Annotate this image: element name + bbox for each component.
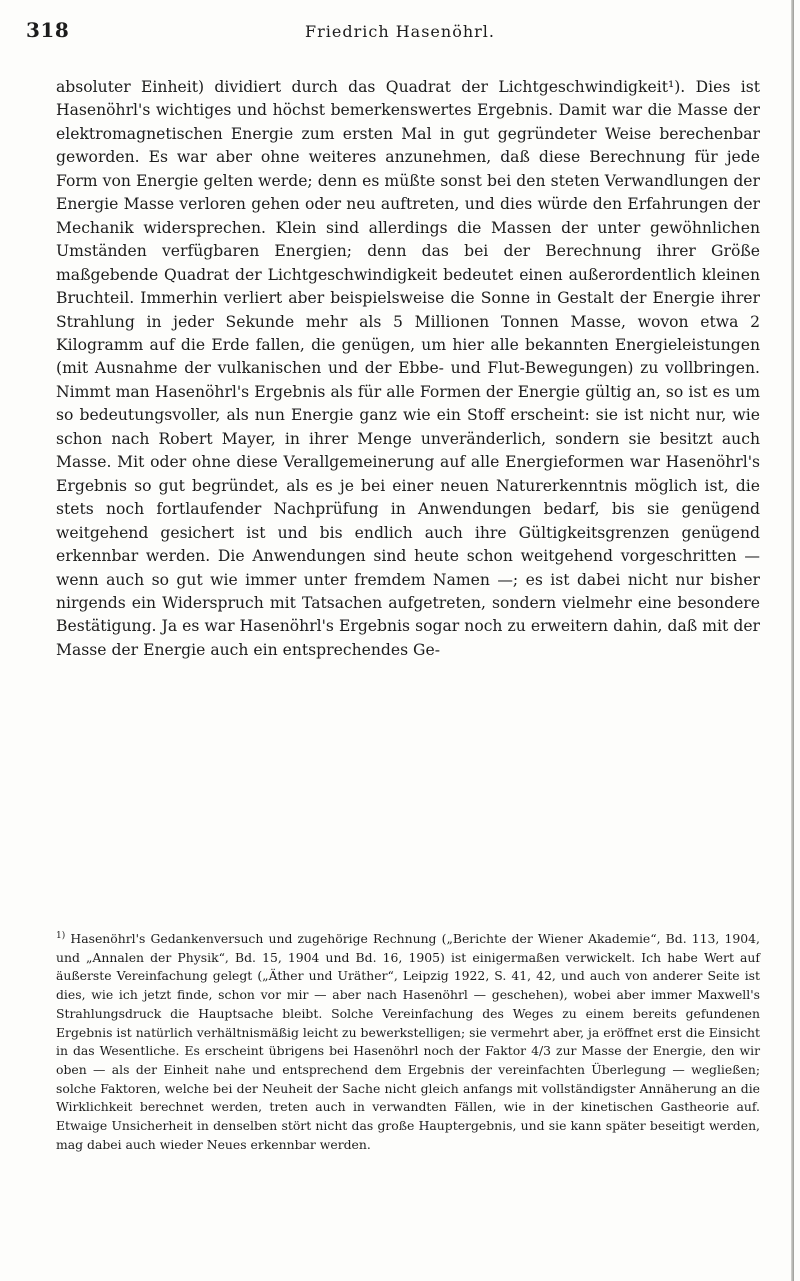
page-number: 318: [26, 18, 70, 42]
footnote-block: [56, 930, 760, 1154]
footnote-mark: 1): [56, 930, 66, 941]
page-header: [26, 10, 774, 50]
body-paragraph: absoluter Einheit) dividiert durch das Quadrat der Lichtgeschwindigkeit¹). Dies ist Hasenöhrl's wichtiges und höchst bemerkenswertes Ergebnis. Damit war die Masse der elektromagnetischen Energie zum ersten Mal in gut gegründeter Weise berechenbar geworden. Es war aber ohne weiteres anzunehmen, daß diese Berechnung für jede Form von Energie gelten werde; denn es müßte sonst bei den steten Verwandlungen der Energie Masse verloren gehen oder neu auftreten, und dies würde den Erfahrungen der Mechanik widersprechen. Klein sind allerdings die Massen der unter gewöhnlichen Umständen verfügbaren Energien; denn das bei der Berechnung ihrer Größe maßgebende Quadrat der Lichtgeschwindigkeit bedeutet einen außerordentlich kleinen Bruchteil. Immerhin verliert aber beispielsweise die Sonne in Gestalt der Energie ihrer Strahlung in jeder Sekunde mehr als 5 Millionen Tonnen Masse, wovon etwa 2 Kilogramm auf die Erde fallen, die genügen, um hier alle bekannten Energieleistungen (mit Ausnahme der vulkanischen und der Ebbe- und Flut-Bewegungen) zu vollbringen. Nimmt man Hasenöhrl's Ergebnis als für alle Formen der Energie gültig an, so ist es um so bedeutungsvoller, als nun Energie ganz wie ein Stoff erscheint: sie ist nicht nur, wie schon nach Robert Mayer, in ihrer Menge unveränderlich, sondern sie besitzt auch Masse. Mit oder ohne diese Verallgemeinerung auf alle Energieformen war Hasenöhrl's Ergebnis so gut begründet, als es je bei einer neuen Naturerkenntnis möglich ist, die stets noch fortlaufender Nachprüfung in Anwendungen bedarf, bis sie genügend weitgehend gesichert ist und bis endlich auch ihre Gültigkeitsgrenzen genügend erkennbar werden. Die Anwendungen sind heute schon weitgehend vorgeschritten — wenn auch so gut wie immer unter fremdem Namen —; es ist dabei nicht nur bisher nirgends ein Widerspruch mit Tatsachen aufgetreten, sondern vielmehr eine besondere Bestätigung. Ja es war Hasenöhrl's Ergebnis sogar noch zu erweitern dahin, daß mit der Masse der Energie auch ein entsprechendes Ge-: [56, 78, 760, 659]
footnote: [56, 930, 760, 1154]
page-edge-shadow: [791, 0, 794, 1281]
footnote-text: Hasenöhrl's Gedankenversuch und zugehörige Rechnung („Berichte der Wiener Akademie“, Bd. 113, 1904, und „Annalen der Physik“, Bd. 15, 1904 und Bd. 16, 1905) ist einigermaßen verwickelt. Ich habe Wert auf äußerste Vereinfachung gelegt („Äther und Uräther“, Leipzig 1922, S. 41, 42, und auch von anderer Seite ist dies, wie ich jetzt finde, schon vor mir — aber nach Hasenöhrl — geschehen), wobei aber immer Maxwell's Strahlungsdruck die Hauptsache bleibt. Solche Vereinfachung des Weges zu einem bereits gefundenen Ergebnis ist natürlich verhältnismäßig leicht zu bewerkstelligen; sie vermehrt aber, ja eröffnet erst die Einsicht in das Wesentliche. Es erscheint übrigens bei Hasenöhrl noch der Faktor 4/3 zur Masse der Energie, den wir oben — als der Einheit nahe und entsprechend dem Ergebnis der vereinfachten Überlegung — wegließen; solche Faktoren, welche bei der Neuheit der Sache nicht gleich anfangs mit vollständigster Annäherung an die Wirklichkeit berechnet werden, treten auch in verwandten Fällen, wie in der kinetischen Gastheorie auf. Etwaige Unsicherheit in denselben stört nicht das große Hauptergebnis, und sie kann später beseitigt werden, mag dabei auch wieder Neues erkennbar werden.: [56, 931, 760, 1152]
main-text: [56, 76, 760, 662]
running-head: Friedrich Hasenöhrl.: [305, 22, 495, 41]
